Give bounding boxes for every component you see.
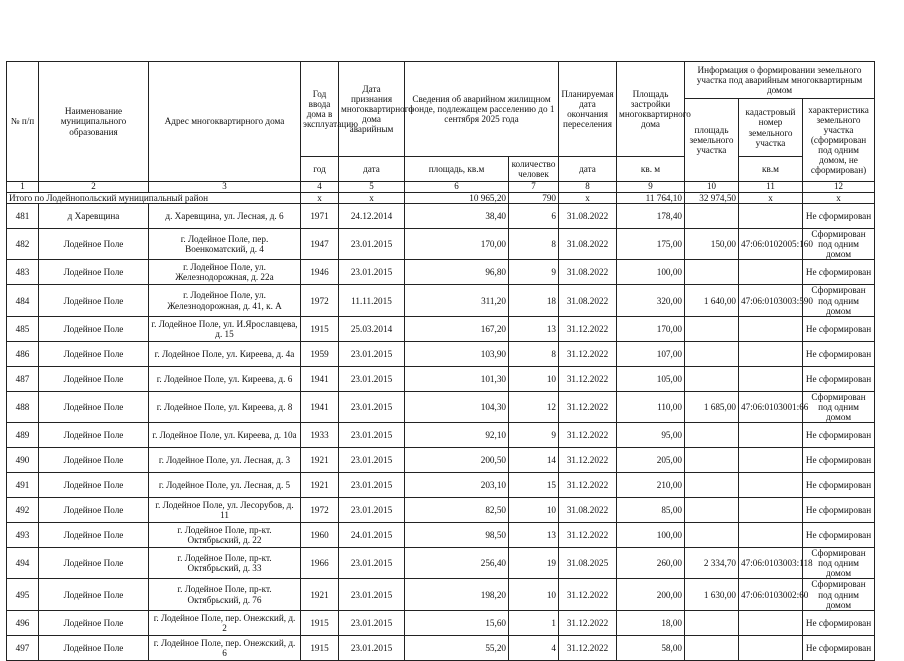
row-people: 10 (509, 366, 559, 391)
row-build-area: 200,00 (617, 579, 685, 610)
row-area: 104,30 (405, 391, 509, 422)
row-build-area: 58,00 (617, 635, 685, 660)
row-recognition-date: 23.01.2015 (339, 229, 405, 260)
row-address: г. Лодейное Поле, ул. Киреева, д. 8 (149, 391, 301, 422)
row-build-area: 100,00 (617, 523, 685, 548)
row-end-date: 31.12.2022 (559, 579, 617, 610)
row-end-date: 31.08.2025 (559, 548, 617, 579)
row-area: 170,00 (405, 229, 509, 260)
total-area: 10 965,20 (405, 193, 509, 204)
row-year: 1966 (301, 548, 339, 579)
row-end-date: 31.12.2022 (559, 610, 617, 635)
row-build-area: 100,00 (617, 260, 685, 285)
row-characteristic: Сформирован под одним домом (803, 548, 875, 579)
column-number: 4 (301, 182, 339, 193)
row-number: 494 (7, 548, 39, 579)
table-row (7, 260, 875, 285)
row-end-date: 31.08.2022 (559, 204, 617, 229)
row-cadastral (739, 498, 803, 523)
row-build-area: 107,00 (617, 341, 685, 366)
emergency-housing-table (6, 61, 875, 661)
row-cadastral (739, 473, 803, 498)
row-end-date: 31.12.2022 (559, 366, 617, 391)
row-area: 38,40 (405, 204, 509, 229)
row-year: 1915 (301, 316, 339, 341)
row-build-area: 178,40 (617, 204, 685, 229)
row-people: 8 (509, 341, 559, 366)
row-end-date: 31.12.2022 (559, 316, 617, 341)
header-land-characteristic: характеристика земельного участка (сформирован под одним домом, не сформирован) (803, 99, 875, 182)
column-number: 9 (617, 182, 685, 193)
column-number: 12 (803, 182, 875, 193)
row-people: 13 (509, 523, 559, 548)
row-number: 486 (7, 341, 39, 366)
row-recognition-date: 23.01.2015 (339, 423, 405, 448)
table-row (7, 579, 875, 610)
row-municipality: Лодейное Поле (39, 579, 149, 610)
row-municipality: Лодейное Поле (39, 285, 149, 316)
header-municipality: Наименование муниципального образования (39, 62, 149, 182)
row-year: 1915 (301, 635, 339, 660)
header-cadastral: кадастровый номер земельного участка (739, 99, 803, 157)
row-people: 15 (509, 473, 559, 498)
row-end-date: 31.08.2022 (559, 229, 617, 260)
column-number: 1 (7, 182, 39, 193)
row-end-date: 31.12.2022 (559, 391, 617, 422)
row-cadastral (739, 204, 803, 229)
row-cadastral (739, 316, 803, 341)
row-address: д. Харевщина, ул. Лесная, д. 6 (149, 204, 301, 229)
row-people: 9 (509, 423, 559, 448)
row-characteristic: Не сформирован (803, 635, 875, 660)
row-municipality: Лодейное Поле (39, 473, 149, 498)
row-municipality: Лодейное Поле (39, 423, 149, 448)
table-row (7, 204, 875, 229)
table-row (7, 423, 875, 448)
row-municipality: Лодейное Поле (39, 610, 149, 635)
column-number: 5 (339, 182, 405, 193)
total-build-area: 11 764,10 (617, 193, 685, 204)
row-number: 495 (7, 579, 39, 610)
header-address: Адрес многоквартирного дома (149, 62, 301, 182)
column-number: 10 (685, 182, 739, 193)
row-recognition-date: 23.01.2015 (339, 473, 405, 498)
total-end-date: х (559, 193, 617, 204)
row-municipality: Лодейное Поле (39, 341, 149, 366)
row-address: г. Лодейное Поле, ул. Киреева, д. 4а (149, 341, 301, 366)
row-number: 490 (7, 448, 39, 473)
row-people: 1 (509, 610, 559, 635)
row-build-area: 175,00 (617, 229, 685, 260)
row-land-area: 1 630,00 (685, 579, 739, 610)
row-number: 492 (7, 498, 39, 523)
row-people: 10 (509, 579, 559, 610)
row-end-date: 31.08.2022 (559, 260, 617, 285)
row-characteristic: Не сформирован (803, 366, 875, 391)
table-row (7, 316, 875, 341)
row-land-area (685, 523, 739, 548)
row-year: 1933 (301, 423, 339, 448)
row-land-area (685, 204, 739, 229)
total-year: х (301, 193, 339, 204)
row-municipality: Лодейное Поле (39, 448, 149, 473)
row-cadastral (739, 341, 803, 366)
row-area: 256,40 (405, 548, 509, 579)
table-row (7, 498, 875, 523)
row-characteristic: Сформирован под одним домом (803, 229, 875, 260)
row-recognition-date: 23.01.2015 (339, 635, 405, 660)
table-row (7, 341, 875, 366)
row-area: 15,60 (405, 610, 509, 635)
table-row (7, 548, 875, 579)
row-address: г. Лодейное Поле, пр-кт. Октябрьский, д. 22 (149, 523, 301, 548)
column-number: 2 (39, 182, 149, 193)
row-number: 496 (7, 610, 39, 635)
header-year: Год ввода дома в эксплуатацию (301, 62, 339, 157)
row-build-area: 320,00 (617, 285, 685, 316)
header-number: № п/п (7, 62, 39, 182)
row-end-date: 31.12.2022 (559, 448, 617, 473)
table-row (7, 635, 875, 660)
row-cadastral: 47:06:0103002:60 (739, 579, 803, 610)
row-municipality: Лодейное Поле (39, 523, 149, 548)
row-recognition-date: 23.01.2015 (339, 341, 405, 366)
row-land-area (685, 610, 739, 635)
row-number: 482 (7, 229, 39, 260)
row-land-area (685, 341, 739, 366)
row-land-area (685, 473, 739, 498)
row-year: 1921 (301, 579, 339, 610)
column-number: 11 (739, 182, 803, 193)
row-area: 55,20 (405, 635, 509, 660)
row-address: г. Лодейное Поле, ул. Киреева, д. 10а (149, 423, 301, 448)
row-cadastral: 47:06:0102005:160 (739, 229, 803, 260)
row-land-area: 2 334,70 (685, 548, 739, 579)
row-end-date: 31.12.2022 (559, 523, 617, 548)
row-land-area (685, 366, 739, 391)
row-cadastral (739, 523, 803, 548)
row-municipality: Лодейное Поле (39, 229, 149, 260)
row-recognition-date: 23.01.2015 (339, 391, 405, 422)
row-characteristic: Не сформирован (803, 260, 875, 285)
row-address: г. Лодейное Поле, ул. Железнодорожная, д. 22а (149, 260, 301, 285)
row-recognition-date: 23.01.2015 (339, 366, 405, 391)
row-municipality: Лодейное Поле (39, 316, 149, 341)
row-end-date: 31.12.2022 (559, 341, 617, 366)
row-land-area: 150,00 (685, 229, 739, 260)
table-row (7, 610, 875, 635)
row-characteristic: Не сформирован (803, 204, 875, 229)
row-year: 1971 (301, 204, 339, 229)
total-cadastral: х (739, 193, 803, 204)
row-cadastral (739, 448, 803, 473)
row-municipality: Лодейное Поле (39, 498, 149, 523)
column-number: 6 (405, 182, 509, 193)
row-address: г. Лодейное Поле, ул. Лесорубов, д. 11 (149, 498, 301, 523)
table-row (7, 448, 875, 473)
row-recognition-date: 23.01.2015 (339, 448, 405, 473)
column-number: 3 (149, 182, 301, 193)
row-area: 311,20 (405, 285, 509, 316)
row-area: 98,50 (405, 523, 509, 548)
row-people: 8 (509, 229, 559, 260)
row-municipality: Лодейное Поле (39, 260, 149, 285)
row-end-date: 31.08.2022 (559, 285, 617, 316)
row-address: г. Лодейное Поле, пр-кт. Октябрьский, д. 33 (149, 548, 301, 579)
row-build-area: 95,00 (617, 423, 685, 448)
row-address: г. Лодейное Поле, пр-кт. Октябрьский, д. 76 (149, 579, 301, 610)
table-row (7, 473, 875, 498)
row-number: 484 (7, 285, 39, 316)
unit-date: дата (339, 157, 405, 182)
row-area: 82,50 (405, 498, 509, 523)
row-area: 101,30 (405, 366, 509, 391)
row-land-area (685, 316, 739, 341)
row-cadastral: 47:06:0103003:590 (739, 285, 803, 316)
unit-end-date: дата (559, 157, 617, 182)
row-characteristic: Не сформирован (803, 423, 875, 448)
row-year: 1921 (301, 448, 339, 473)
row-year: 1960 (301, 523, 339, 548)
row-recognition-date: 24.12.2014 (339, 204, 405, 229)
row-build-area: 260,00 (617, 548, 685, 579)
row-land-area: 1 640,00 (685, 285, 739, 316)
total-land-area: 32 974,50 (685, 193, 739, 204)
row-year: 1921 (301, 473, 339, 498)
row-end-date: 31.12.2022 (559, 423, 617, 448)
total-date: х (339, 193, 405, 204)
row-number: 493 (7, 523, 39, 548)
column-numbers-row (7, 182, 875, 193)
row-address: г. Лодейное Поле, ул. Лесная, д. 5 (149, 473, 301, 498)
column-number: 7 (509, 182, 559, 193)
row-address: г. Лодейное Поле, ул. И.Ярославцева, д. 15 (149, 316, 301, 341)
row-address: г. Лодейное Поле, пер. Онежский, д. 6 (149, 635, 301, 660)
row-cadastral (739, 635, 803, 660)
row-year: 1915 (301, 610, 339, 635)
row-address: г. Лодейное Поле, ул. Киреева, д. 6 (149, 366, 301, 391)
total-row (7, 193, 875, 204)
row-area: 167,20 (405, 316, 509, 341)
row-land-area (685, 448, 739, 473)
row-land-area (685, 498, 739, 523)
row-characteristic: Не сформирован (803, 498, 875, 523)
row-municipality: Лодейное Поле (39, 366, 149, 391)
header-planned-date: Планируемая дата окончания переселения (559, 62, 617, 157)
document-page (6, 61, 875, 661)
row-municipality: д Харевщина (39, 204, 149, 229)
row-people: 14 (509, 448, 559, 473)
unit-area: площадь, кв.м (405, 157, 509, 182)
row-area: 198,20 (405, 579, 509, 610)
row-year: 1947 (301, 229, 339, 260)
row-end-date: 31.12.2022 (559, 473, 617, 498)
row-year: 1946 (301, 260, 339, 285)
row-characteristic: Не сформирован (803, 523, 875, 548)
row-people: 18 (509, 285, 559, 316)
row-recognition-date: 11.11.2015 (339, 285, 405, 316)
table-row (7, 366, 875, 391)
row-address: г. Лодейное Поле, пер. Военкоматский, д. 4 (149, 229, 301, 260)
row-characteristic: Не сформирован (803, 448, 875, 473)
row-cadastral (739, 423, 803, 448)
row-people: 10 (509, 498, 559, 523)
row-number: 488 (7, 391, 39, 422)
row-recognition-date: 23.01.2015 (339, 260, 405, 285)
row-people: 13 (509, 316, 559, 341)
row-characteristic: Сформирован под одним домом (803, 579, 875, 610)
row-year: 1959 (301, 341, 339, 366)
row-recognition-date: 23.01.2015 (339, 498, 405, 523)
row-build-area: 170,00 (617, 316, 685, 341)
row-people: 6 (509, 204, 559, 229)
row-area: 203,10 (405, 473, 509, 498)
header-row-1 (7, 62, 875, 99)
row-municipality: Лодейное Поле (39, 635, 149, 660)
header-housing-info: Сведения об аварийном жилищном фонде, подлежащем расселению до 1 сентября 2025 года (405, 62, 559, 157)
row-cadastral: 47:06:0103003:118 (739, 548, 803, 579)
row-land-area (685, 423, 739, 448)
row-land-area (685, 260, 739, 285)
row-build-area: 205,00 (617, 448, 685, 473)
row-municipality: Лодейное Поле (39, 548, 149, 579)
total-characteristic: х (803, 193, 875, 204)
row-build-area: 85,00 (617, 498, 685, 523)
row-number: 485 (7, 316, 39, 341)
row-number: 491 (7, 473, 39, 498)
row-address: г. Лодейное Поле, пер. Онежский, д. 2 (149, 610, 301, 635)
row-area: 200,50 (405, 448, 509, 473)
row-number: 489 (7, 423, 39, 448)
unit-year: год (301, 157, 339, 182)
row-area: 96,80 (405, 260, 509, 285)
row-recognition-date: 23.01.2015 (339, 610, 405, 635)
row-cadastral: 47:06:0103001:66 (739, 391, 803, 422)
table-row (7, 285, 875, 316)
header-land-info: Информация о формировании земельного участка под аварийным многоквартирным домом (685, 62, 875, 99)
row-year: 1972 (301, 498, 339, 523)
header-recognition-date: Дата признания многоквартирного дома аварийным (339, 62, 405, 157)
row-recognition-date: 24.01.2015 (339, 523, 405, 548)
row-number: 487 (7, 366, 39, 391)
header-land-area: площадь земельного участка (685, 99, 739, 182)
row-municipality: Лодейное Поле (39, 391, 149, 422)
total-people: 790 (509, 193, 559, 204)
row-characteristic: Не сформирован (803, 341, 875, 366)
row-characteristic: Не сформирован (803, 610, 875, 635)
row-recognition-date: 23.01.2015 (339, 548, 405, 579)
header-building-area: Площадь застройки многоквартирного дома (617, 62, 685, 157)
unit-land-area: кв.м (739, 157, 803, 182)
row-characteristic: Не сформирован (803, 473, 875, 498)
row-address: г. Лодейное Поле, ул. Железнодорожная, д. 41, к. А (149, 285, 301, 316)
row-address: г. Лодейное Поле, ул. Лесная, д. 3 (149, 448, 301, 473)
row-people: 4 (509, 635, 559, 660)
row-people: 12 (509, 391, 559, 422)
row-build-area: 105,00 (617, 366, 685, 391)
row-build-area: 110,00 (617, 391, 685, 422)
row-recognition-date: 25.03.2014 (339, 316, 405, 341)
row-cadastral (739, 260, 803, 285)
row-characteristic: Не сформирован (803, 316, 875, 341)
row-year: 1941 (301, 391, 339, 422)
row-year: 1941 (301, 366, 339, 391)
row-cadastral (739, 366, 803, 391)
column-number: 8 (559, 182, 617, 193)
row-number: 483 (7, 260, 39, 285)
row-end-date: 31.12.2022 (559, 635, 617, 660)
unit-build-area: кв. м (617, 157, 685, 182)
row-land-area (685, 635, 739, 660)
row-year: 1972 (301, 285, 339, 316)
unit-people: количество человек (509, 157, 559, 182)
row-area: 92,10 (405, 423, 509, 448)
row-people: 19 (509, 548, 559, 579)
total-label: Итого по Лодейнопольский муниципальный район (7, 193, 301, 204)
row-land-area: 1 685,00 (685, 391, 739, 422)
row-build-area: 210,00 (617, 473, 685, 498)
row-recognition-date: 23.01.2015 (339, 579, 405, 610)
row-cadastral (739, 610, 803, 635)
table-row (7, 391, 875, 422)
row-end-date: 31.08.2022 (559, 498, 617, 523)
row-people: 9 (509, 260, 559, 285)
row-build-area: 18,00 (617, 610, 685, 635)
row-characteristic: Сформирован под одним домом (803, 285, 875, 316)
row-area: 103,90 (405, 341, 509, 366)
row-number: 481 (7, 204, 39, 229)
row-characteristic: Сформирован под одним домом (803, 391, 875, 422)
table-row (7, 523, 875, 548)
table-row (7, 229, 875, 260)
row-number: 497 (7, 635, 39, 660)
